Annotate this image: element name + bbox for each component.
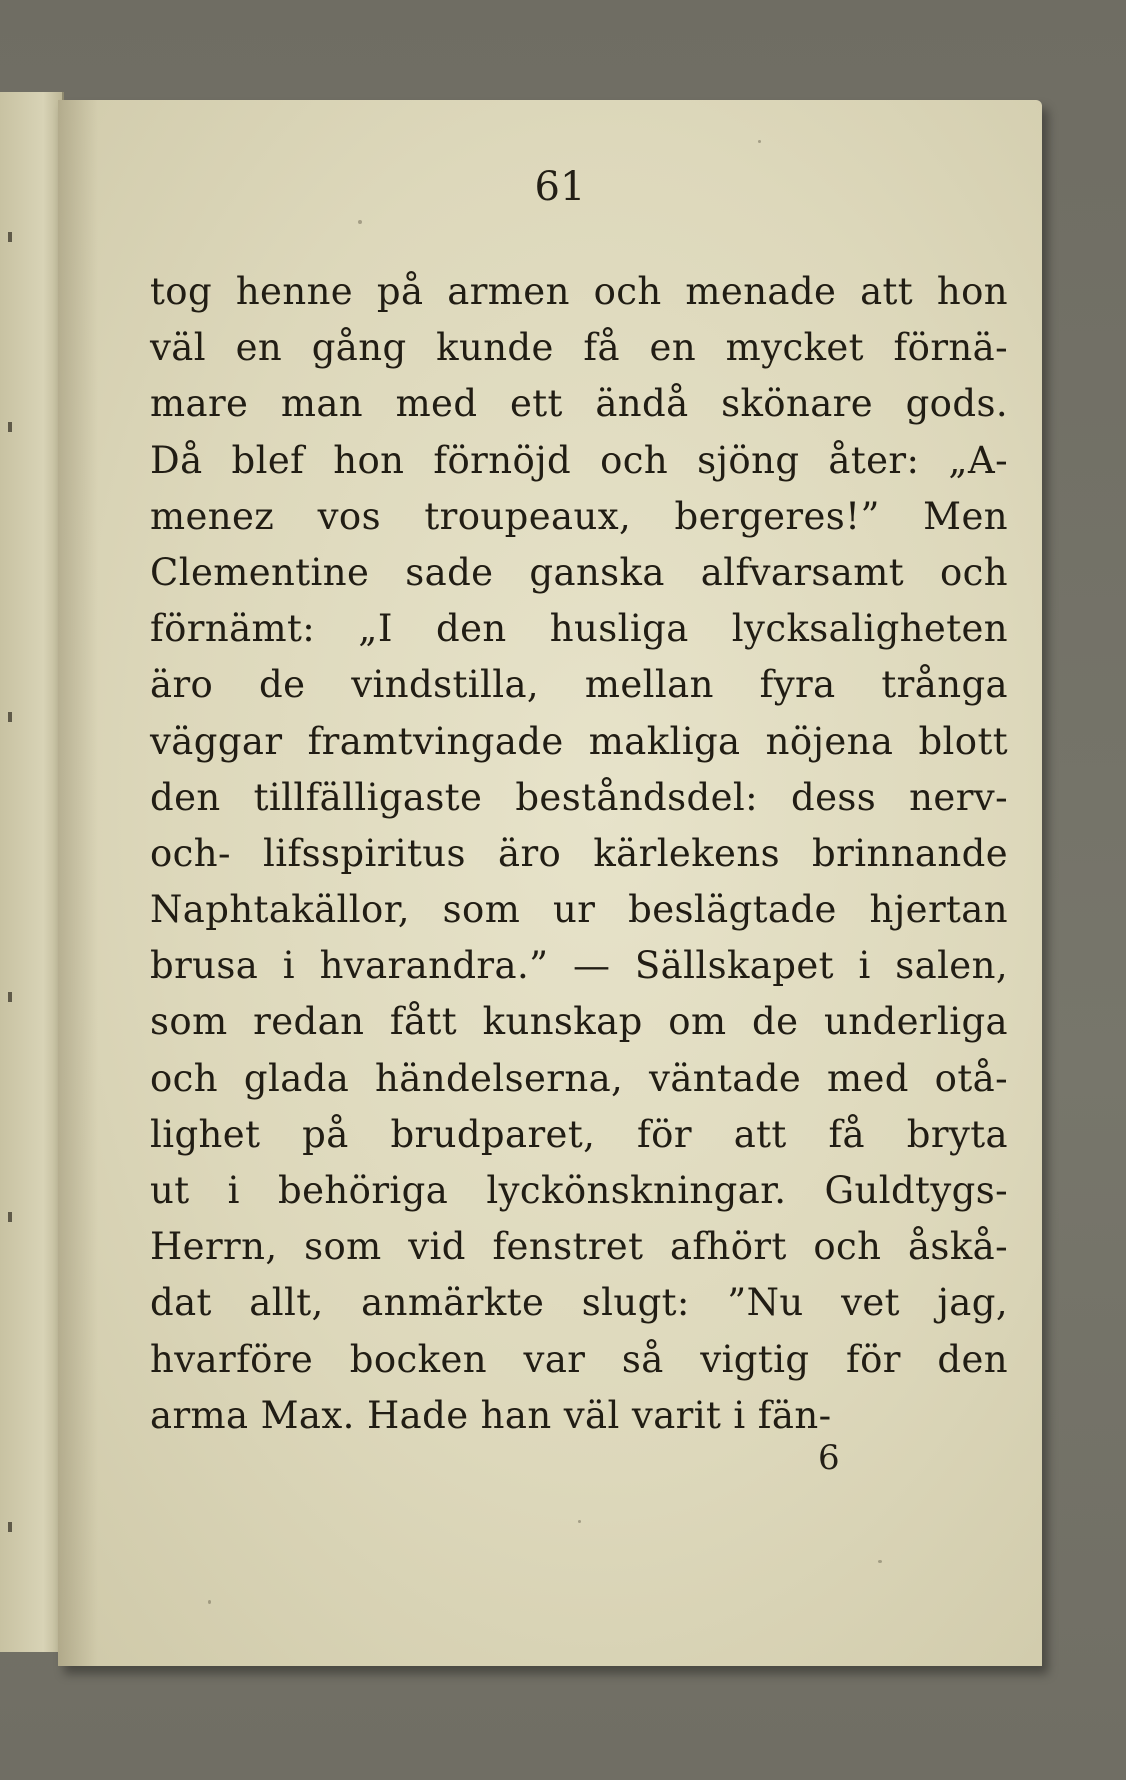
text-line: menez vos troupeaux, bergeres!” Men xyxy=(150,494,1008,538)
book-page xyxy=(58,100,1042,1666)
ink-mark xyxy=(8,232,12,242)
paper-speck xyxy=(578,1520,581,1523)
page-number: 61 xyxy=(534,164,586,210)
text-line: och glada händelserna, väntade med otå- xyxy=(150,1056,1008,1100)
ink-mark xyxy=(8,992,12,1002)
paper-speck xyxy=(358,220,362,224)
ink-mark xyxy=(8,712,12,722)
text-line: brusa i hvarandra.” — Sällskapet i salen, xyxy=(150,944,1008,988)
text-line: lighet på brudparet, för att få bryta xyxy=(150,1112,1008,1156)
paper-speck xyxy=(758,140,761,143)
page-gutter-shadow xyxy=(58,100,98,1666)
body-text xyxy=(150,264,1008,1444)
text-line: mare man med ett ändå skönare gods. xyxy=(150,382,1008,426)
text-line: hvarföre bocken var så vigtig för den xyxy=(150,1337,1008,1381)
text-line: väggar framtvingade makliga nöjena blott xyxy=(150,719,1008,763)
text-line: ut i behöriga lyckönskningar. Guldtygs- xyxy=(150,1169,1008,1212)
text-line: arma Max. Hade han väl varit i fän- xyxy=(150,1393,832,1437)
text-line: den tillfälligaste beståndsdel: dess nerv- xyxy=(150,775,1008,819)
text-line: som redan fått kunskap om de underliga xyxy=(150,1000,1008,1044)
paper-speck xyxy=(208,1600,211,1604)
facing-page-edge xyxy=(0,92,64,1652)
signature-mark: 6 xyxy=(818,1438,840,1478)
text-line: tog henne på armen och menade att hon xyxy=(150,270,1008,313)
text-line: och- lifsspiritus äro kärlekens brinnande xyxy=(150,831,1008,875)
text-line: Herrn, som vid fenstret afhört och åskå- xyxy=(150,1225,1008,1269)
text-line: Naphtakällor, som ur beslägtade hjertan xyxy=(150,888,1008,932)
text-line: Clementine sade ganska alfvarsamt och xyxy=(150,550,1008,594)
text-line: äro de vindstilla, mellan fyra trånga xyxy=(150,663,1008,707)
text-line: förnämt: „I den husliga lycksaligheten xyxy=(150,607,1008,651)
text-line: väl en gång kunde få en mycket förnä- xyxy=(150,326,1008,370)
paper-speck xyxy=(878,1560,882,1563)
ink-mark xyxy=(8,1522,12,1532)
text-line: dat allt, anmärkte slugt: ”Nu vet jag, xyxy=(150,1281,1008,1325)
text-line: Då blef hon förnöjd och sjöng åter: „A- xyxy=(150,438,1008,482)
ink-mark xyxy=(8,1212,12,1222)
ink-mark xyxy=(8,422,12,432)
